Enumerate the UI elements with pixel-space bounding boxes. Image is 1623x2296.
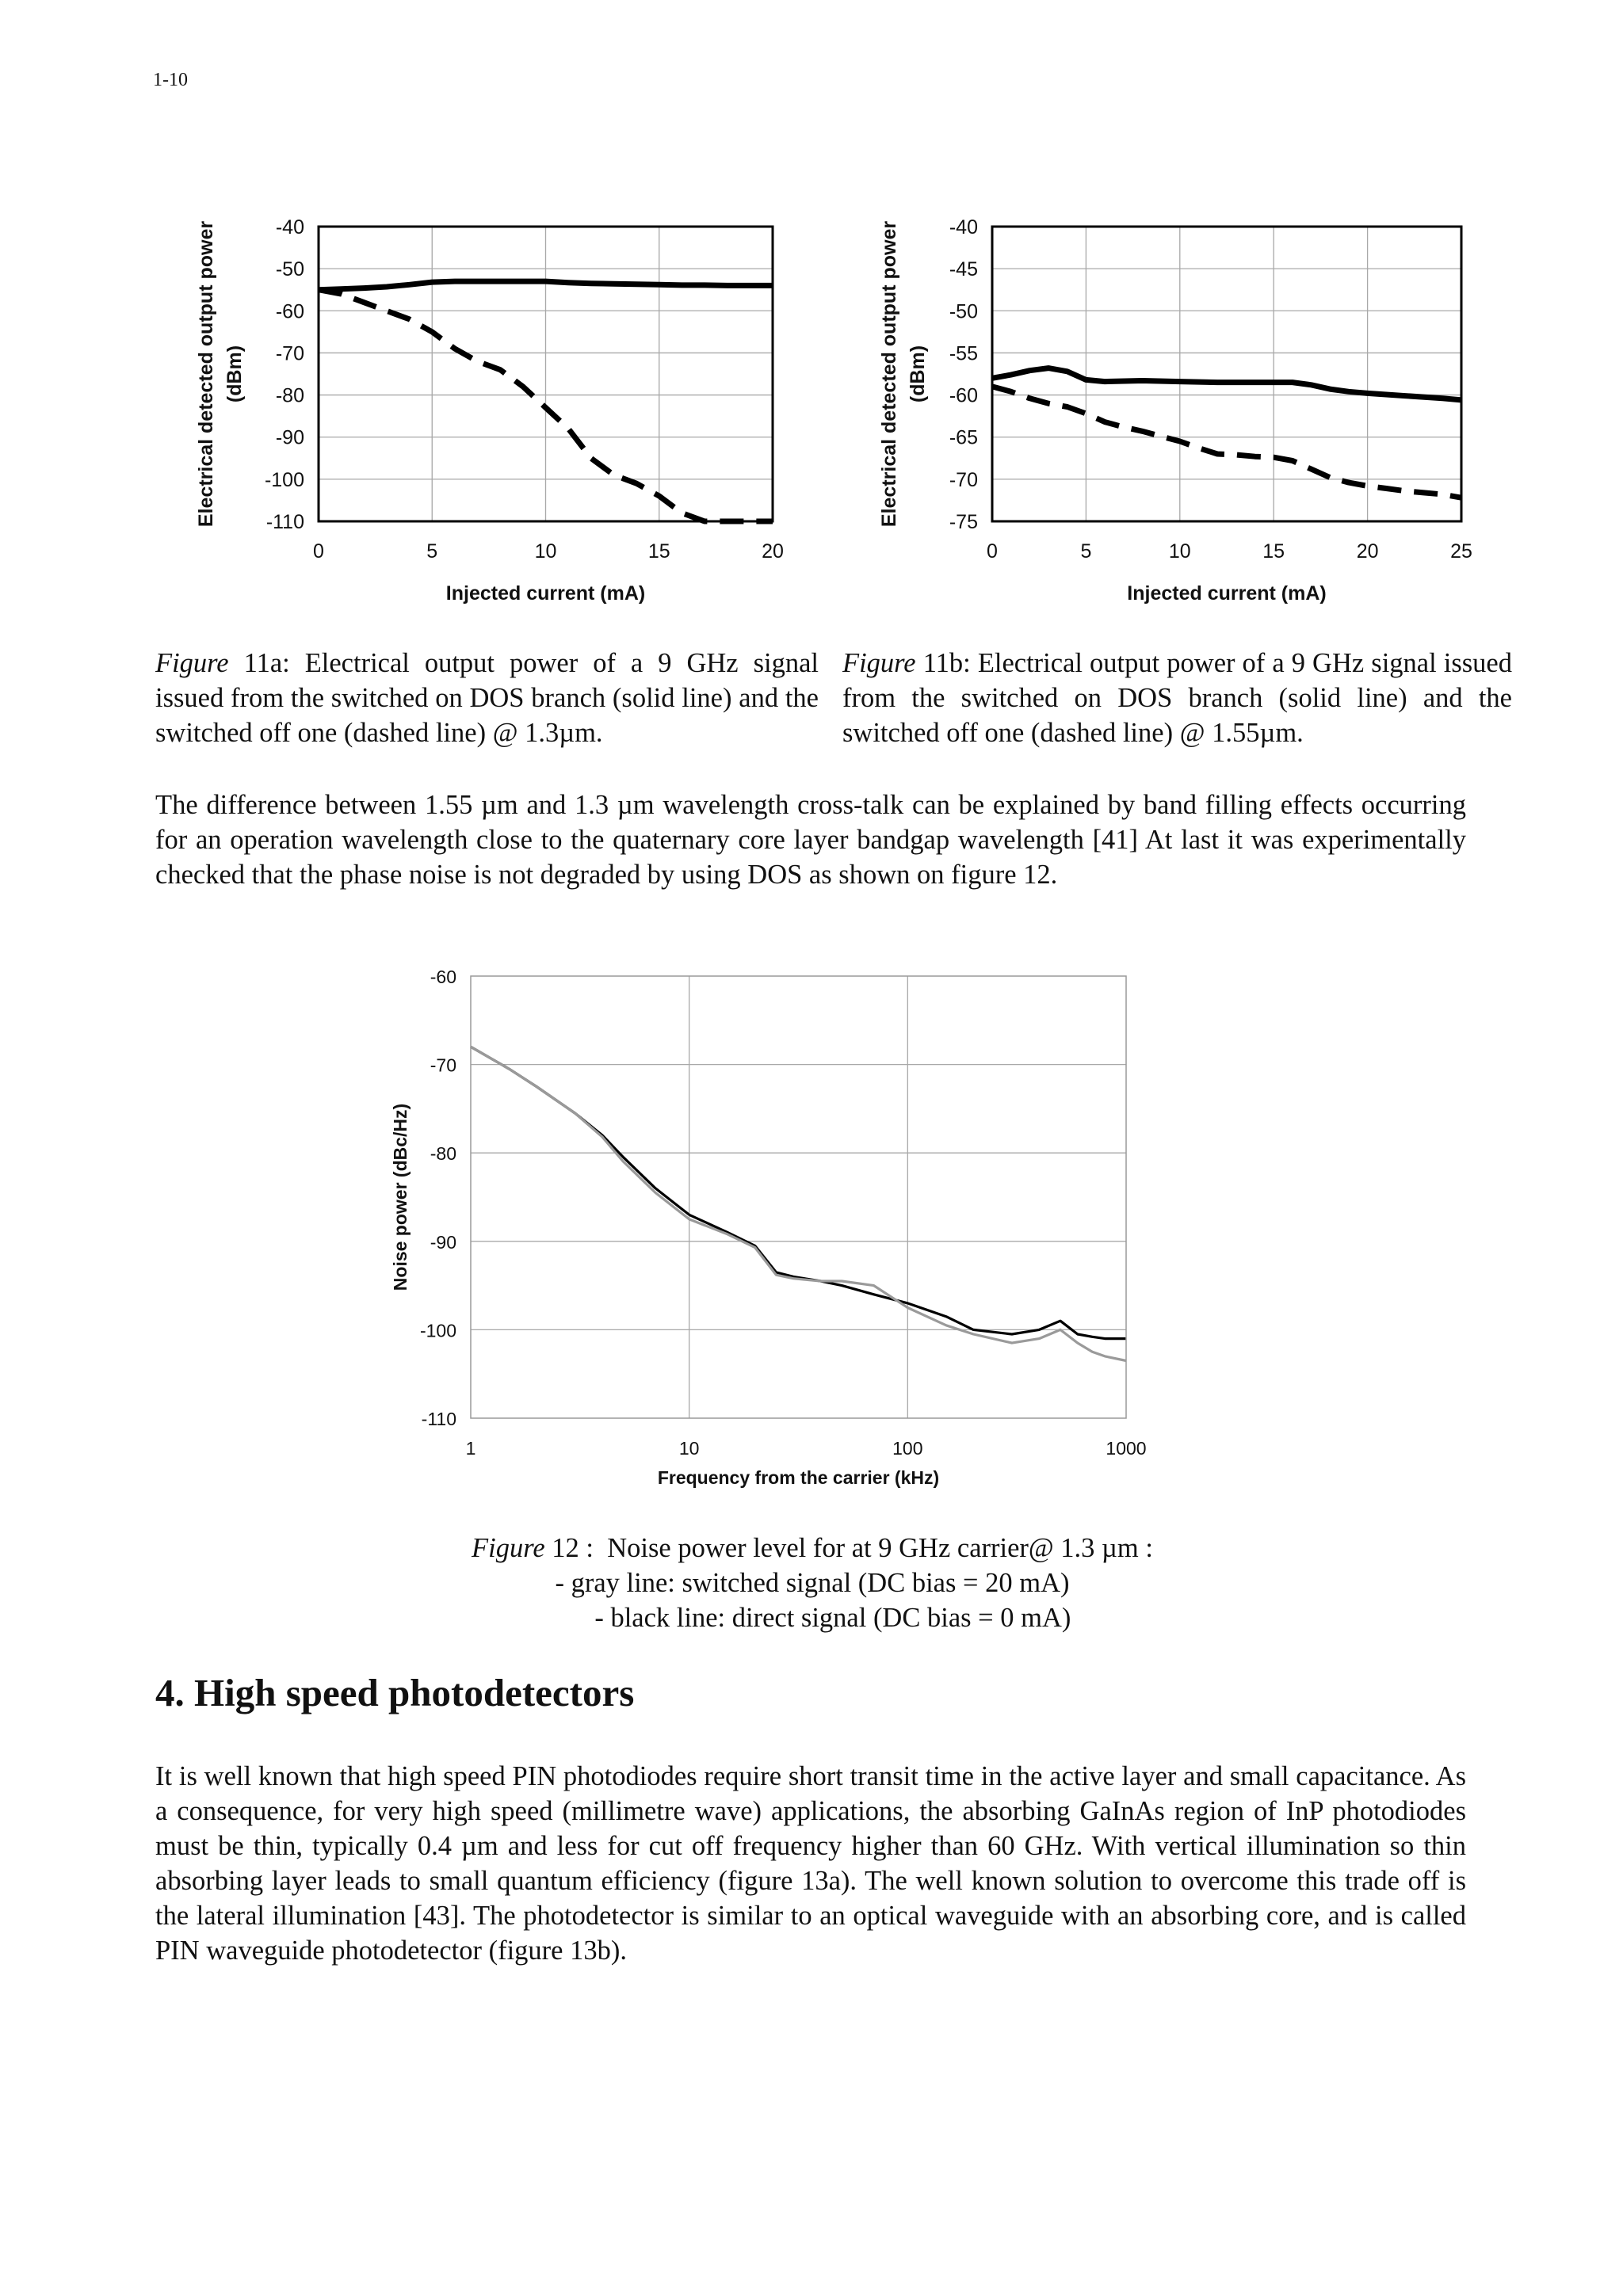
- figure-11b-y-axis-title-line-2: (dBm): [907, 345, 929, 403]
- figure-11b-series-2-line: [992, 387, 1461, 498]
- figure-12-x-tick-label: 10: [678, 1438, 700, 1459]
- figure-11b-x-tick-label: 0: [987, 540, 998, 563]
- figure-12-y-tick-label: -60: [430, 967, 456, 987]
- figure-11a-y-tick-label: -100: [264, 468, 304, 491]
- figure-11a-x-tick-label: 5: [426, 540, 438, 563]
- section-heading: 4. High speed photodetectors: [155, 1671, 635, 1714]
- figure-11a-y-tick-label: -110: [265, 511, 304, 533]
- figure-12-caption-line-3: - black line: direct signal (DC bias = 0 mA): [553, 1603, 1071, 1633]
- figure-11a-x-tick-label: 20: [762, 540, 784, 563]
- figure-11b-y-tick-label: -50: [949, 300, 978, 323]
- figure-12-chart: [390, 967, 1147, 1488]
- figure-12-x-tick-label: 100: [892, 1438, 923, 1459]
- figure-11a-x-tick-label: 0: [313, 540, 324, 563]
- figure-11a-x-axis-title: Injected current (mA): [445, 582, 646, 605]
- page-number: 1-10: [153, 70, 188, 90]
- figure-12-x-tick-label: 1000: [1106, 1438, 1147, 1459]
- figure-11b-caption: [842, 646, 1512, 750]
- figure-11a-chart: [195, 216, 784, 605]
- figure-12-caption-line-2: - gray line: switched signal (DC bias = 20 mA): [555, 1568, 1070, 1598]
- figure-12-y-tick-label: -80: [430, 1143, 456, 1165]
- figure-11a-caption-text: 11a: Electrical output power of a 9 GHz signal issued from the switched on DOS branch (solid line) and the switched off one (dashed line) @ 1.3µm.: [155, 648, 819, 748]
- body-paragraph-2: It is well known that high speed PIN photodiodes require short transit time in the active layer and small capacitance. As a consequence, for very high speed (millimetre wave) applications, the absorbing GaInAs region of InP photodiodes must be thin, typically 0.4 µm and less for cut off frequency higher than 60 GHz. With vertical illumination so thin absorbing layer leads to small quantum efficiency (figure 13a). The well known solution to overcome this trade off is the lateral illumination [43]. The photodetector is similar to an optical waveguide with an absorbing core, and is called PIN waveguide photodetector (figure 13b).: [155, 1761, 1466, 1966]
- figure-11b-plot-frame: [992, 227, 1461, 521]
- figure-11a-y-tick-label: -70: [275, 342, 304, 365]
- figure-12-y-tick-label: -90: [430, 1231, 456, 1253]
- figure-11b-y-tick-label: -65: [949, 426, 978, 449]
- figure-12-y-tick-label: -100: [419, 1320, 456, 1341]
- figure-12-x-axis-title: Frequency from the carrier (kHz): [657, 1467, 940, 1488]
- figure-11a-y-axis-title-line-2: (dBm): [223, 345, 246, 403]
- figure-11b-x-tick-label: 20: [1356, 540, 1379, 563]
- figure-11a-caption: [155, 646, 819, 750]
- figure-11b-caption-label: Figure: [842, 648, 916, 678]
- figure-11b-x-tick-label: 5: [1080, 540, 1092, 563]
- figure-11a-y-tick-label: -60: [275, 300, 304, 323]
- figure-12-caption-line-1: [158, 1531, 1466, 1566]
- figure-11a-x-tick-label: 15: [647, 540, 670, 563]
- figure-11a-y-axis-title-line-1: Electrical detected output power: [195, 220, 217, 528]
- figure-11b-y-tick-label: -70: [949, 468, 978, 491]
- figure-11b-y-tick-label: -75: [949, 511, 978, 533]
- figure-11a-caption-label: Figure: [155, 648, 229, 678]
- figure-12-x-tick-label: 1: [465, 1438, 476, 1459]
- figure-12-y-tick-label: -70: [430, 1055, 456, 1076]
- figure-11a-y-tick-label: -90: [275, 426, 304, 449]
- figure-11b-y-axis-title-line-1: Electrical detected output power: [878, 220, 900, 528]
- figure-11b-y-tick-label: -55: [949, 342, 978, 365]
- figure-12-plot-frame: [471, 976, 1126, 1418]
- figure-12-y-tick-label: -110: [421, 1409, 456, 1429]
- figure-12-series-2-line: [471, 1047, 1126, 1360]
- figure-11b-x-axis-title: Injected current (mA): [1127, 582, 1327, 605]
- figure-11b-y-tick-label: -40: [949, 216, 978, 238]
- figure-11b-x-tick-label: 25: [1450, 540, 1472, 563]
- figure-12-series-1-line: [471, 1047, 1126, 1338]
- figure-11a-x-tick-label: 10: [534, 540, 557, 563]
- figure-11b-x-tick-label: 10: [1168, 540, 1191, 563]
- figure-12-y-axis-title: Noise power (dBc/Hz): [390, 1103, 411, 1291]
- figure-11a-y-tick-label: -40: [275, 216, 304, 238]
- body-paragraph-1: The difference between 1.55 µm and 1.3 µm wavelength cross-talk can be explained by band filling effects occurring for an operation wavelength close to the quaternary core layer bandgap wavelength [41] At last it was experimentally checked that the phase noise is not degraded by using DOS as shown on figure 12.: [155, 790, 1466, 890]
- figure-11b-x-tick-label: 15: [1262, 540, 1285, 563]
- figure-11a-y-tick-label: -80: [275, 384, 304, 407]
- figure-11a-y-tick-label: -50: [275, 258, 304, 281]
- figure-12-caption-title: 12 : Noise power level for at 9 GHz carrier@ 1.3 µm :: [544, 1533, 1153, 1563]
- figure-12-caption: [158, 1531, 1466, 1635]
- figure-11b-y-tick-label: -45: [949, 258, 978, 281]
- figure-11b-y-tick-label: -60: [949, 384, 978, 407]
- figure-12-caption-label: Figure: [472, 1533, 545, 1563]
- figure-11b-caption-text: 11b: Electrical output power of a 9 GHz signal issued from the switched on DOS branch (solid line) and the switched off one (dashed line) @ 1.55µm.: [842, 648, 1512, 748]
- figure-11b-chart: [878, 216, 1472, 605]
